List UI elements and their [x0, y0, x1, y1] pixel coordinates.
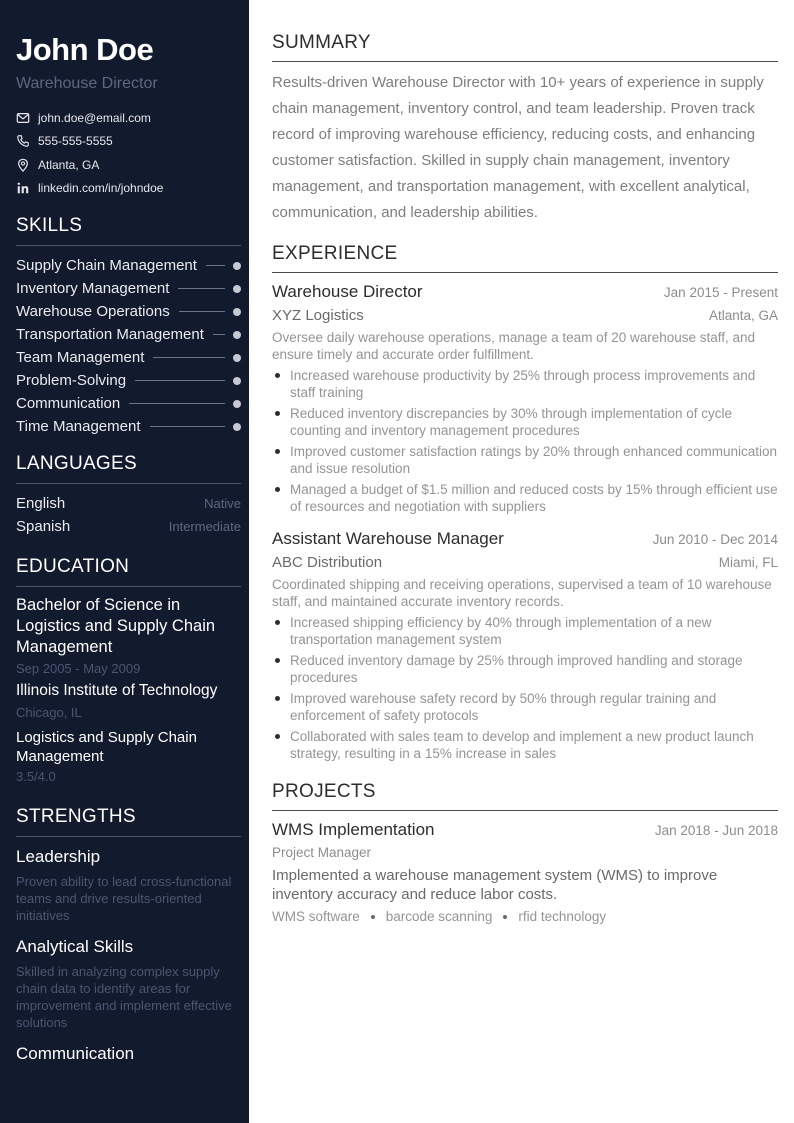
skill-dot	[233, 423, 241, 431]
achievement-item: Reduced inventory damage by 25% through improved handling and storage procedures	[272, 652, 778, 686]
skill-label: Supply Chain Management	[16, 257, 197, 274]
job-achievements	[272, 367, 778, 515]
skill-item	[16, 346, 241, 369]
skills-heading: SKILLS	[16, 214, 241, 246]
tag-separator	[371, 915, 375, 919]
job-description: Oversee daily warehouse operations, manage a team of 20 warehouse staff, and ensure timely and accurate order fulfillment.	[272, 330, 756, 362]
mail-icon	[16, 111, 30, 125]
language-item	[16, 515, 241, 538]
candidate-name: John Doe	[16, 32, 154, 67]
main-content	[272, 30, 778, 924]
language-name: English	[16, 495, 66, 512]
skill-divider	[150, 426, 226, 427]
job-title: Warehouse Director	[272, 282, 423, 301]
job-title: Assistant Warehouse Manager	[272, 529, 504, 548]
skill-dot	[233, 400, 241, 408]
skill-divider	[153, 357, 225, 358]
summary-heading: SUMMARY	[272, 30, 778, 62]
candidate-role: Warehouse Director	[16, 75, 158, 92]
skill-item	[16, 254, 241, 277]
skill-divider	[206, 265, 225, 266]
project-title: WMS Implementation	[272, 820, 435, 839]
skill-item	[16, 277, 241, 300]
project-tag: barcode scanning	[385, 909, 493, 924]
strengths-section	[16, 805, 241, 1066]
skill-item	[16, 415, 241, 438]
skill-divider	[178, 288, 225, 289]
project-description: Implemented a warehouse management system (WMS) to improve inventory accuracy and reduce labor costs.	[272, 867, 718, 903]
education-location: Chicago, IL	[16, 705, 82, 720]
skill-item	[16, 300, 241, 323]
summary-text: Results-driven Warehouse Director with 10+ years of experience in supply chain management, inventory control, and team leadership. Proven track record of improving warehouse efficiency, reducing costs, and enhancing customer satisfaction. Skilled in supply chain management, inventory management, and transportation management, with excellent analytical, communication, and leadership abilities.	[272, 74, 764, 221]
education-gpa: 3.5/4.0	[16, 769, 56, 784]
location-pin-icon	[16, 158, 30, 172]
achievement-item: Increased shipping efficiency by 40% through implementation of a new transportation management system	[272, 614, 778, 648]
job-location: Atlanta, GA	[708, 308, 778, 323]
job-dates: Jun 2010 - Dec 2014	[652, 532, 778, 547]
strength-description: Skilled in analyzing complex supply chain data to identify areas for improvement and implement effective solutions	[16, 964, 232, 1030]
contact-linkedin[interactable]	[16, 177, 241, 201]
project-tags	[272, 909, 778, 924]
skill-item	[16, 369, 241, 392]
achievement-item: Reduced inventory discrepancies by 30% through implementation of cycle counting and inventory management procedures	[272, 405, 778, 439]
achievement-item: Increased warehouse productivity by 25% through process improvements and staff training	[272, 367, 778, 401]
phone-icon	[16, 134, 30, 148]
skill-item	[16, 392, 241, 415]
skill-dot	[233, 285, 241, 293]
skill-label: Transportation Management	[16, 326, 204, 343]
skill-dot	[233, 308, 241, 316]
education-dates: Sep 2005 - May 2009	[16, 661, 141, 676]
education-school: Illinois Institute of Technology	[16, 682, 218, 699]
contact-email[interactable]	[16, 106, 241, 130]
strength-title: Communication	[16, 1044, 135, 1063]
achievement-item: Collaborated with sales team to develop and implement a new product launch strategy, resulting in a 15% increase in sales	[272, 728, 778, 762]
experience-section	[272, 241, 778, 762]
achievement-item: Managed a budget of $1.5 million and reduced costs by 15% through efficient use of resources and negotiation with suppliers	[272, 481, 778, 515]
languages-heading: LANGUAGES	[16, 452, 241, 484]
skill-label: Team Management	[16, 349, 145, 366]
tag-separator	[503, 915, 507, 919]
contact-phone[interactable]	[16, 130, 241, 154]
skill-label: Inventory Management	[16, 280, 170, 297]
skill-divider	[135, 380, 225, 381]
skill-divider	[213, 334, 225, 335]
contact-linkedin-text: linkedin.com/in/johndoe	[38, 181, 164, 196]
education-heading: EDUCATION	[16, 555, 241, 587]
language-level: Native	[204, 496, 241, 511]
contact-location	[16, 153, 241, 177]
experience-item	[272, 527, 778, 762]
project-tag: rfid technology	[518, 909, 607, 924]
strength-title: Analytical Skills	[16, 937, 134, 956]
language-item	[16, 492, 241, 515]
contact-list	[16, 106, 241, 200]
job-achievements	[272, 614, 778, 762]
project-tag: WMS software	[272, 909, 360, 924]
education-degree: Bachelor of Science in Logistics and Supply Chain Management	[16, 596, 216, 656]
education-field: Logistics and Supply Chain Management	[16, 729, 197, 765]
project-role: Project Manager	[272, 845, 372, 860]
skill-label: Time Management	[16, 418, 141, 435]
linkedin-icon	[16, 181, 30, 195]
contact-email-text: john.doe@email.com	[38, 110, 151, 125]
languages-section	[16, 452, 241, 538]
projects-heading: PROJECTS	[272, 779, 778, 811]
skill-label: Communication	[16, 395, 121, 412]
skill-dot	[233, 331, 241, 339]
job-location: Miami, FL	[718, 555, 778, 570]
contact-location-text: Atlanta, GA	[38, 157, 100, 172]
job-company: XYZ Logistics	[272, 307, 364, 324]
strength-description: Proven ability to lead cross-functional teams and drive results-oriented initiatives	[16, 874, 232, 923]
sidebar	[0, 0, 249, 1123]
contact-phone-text: 555-555-5555	[38, 134, 113, 149]
experience-item	[272, 280, 778, 515]
job-dates: Jan 2015 - Present	[663, 285, 778, 300]
job-company: ABC Distribution	[272, 554, 383, 571]
job-description: Coordinated shipping and receiving operations, supervised a team of 10 warehouse staff, and maintained accurate inventory records.	[272, 577, 772, 609]
skills-section	[16, 214, 241, 438]
skill-divider	[179, 311, 225, 312]
skill-label: Warehouse Operations	[16, 303, 170, 320]
experience-heading: EXPERIENCE	[272, 241, 778, 273]
skill-dot	[233, 262, 241, 270]
skill-item	[16, 323, 241, 346]
skill-label: Problem-Solving	[16, 372, 127, 389]
project-dates: Jan 2018 - Jun 2018	[654, 823, 778, 838]
language-name: Spanish	[16, 518, 71, 535]
achievement-item: Improved customer satisfaction ratings by 20% through enhanced communication and issue resolution	[272, 443, 778, 477]
projects-section	[272, 779, 778, 924]
skill-divider	[129, 403, 225, 404]
achievement-item: Improved warehouse safety record by 50% through regular training and enforcement of safety protocols	[272, 690, 778, 724]
language-level: Intermediate	[168, 519, 241, 534]
summary-section	[272, 30, 778, 226]
education-section	[16, 555, 241, 788]
project-item	[272, 818, 778, 924]
skill-dot	[233, 354, 241, 362]
skill-dot	[233, 377, 241, 385]
strengths-heading: STRENGTHS	[16, 805, 241, 837]
strength-title: Leadership	[16, 847, 101, 866]
